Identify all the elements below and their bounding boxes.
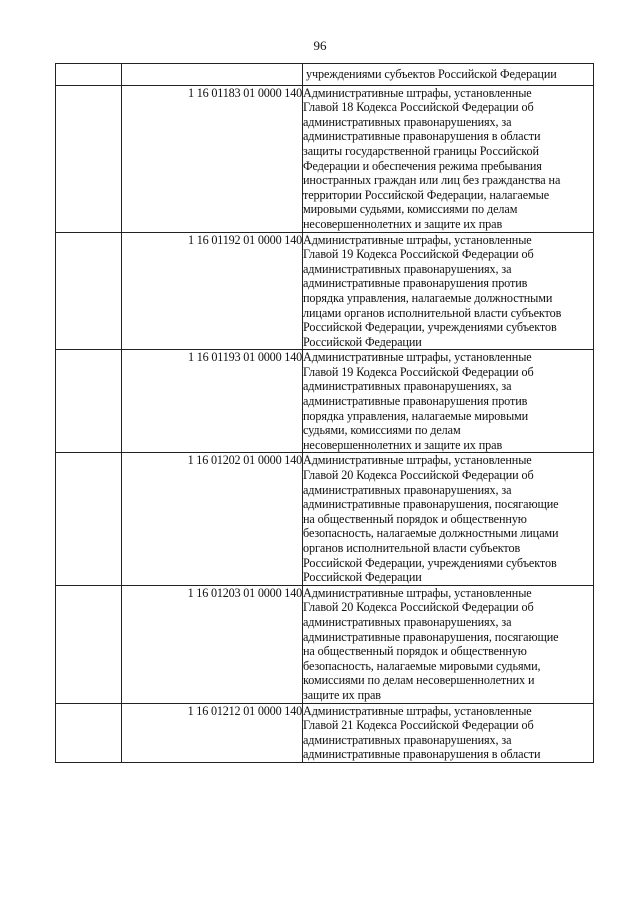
budget-codes-table	[55, 63, 594, 763]
description-cell: Административные штрафы, установленные Главой 18 Кодекса Российской Федерации об административных правонарушениях, за административные правонарушения в области защиты государственной границы Российской Федерации и обеспечения режима пребывания иностранных граждан или лиц без гражданства на территории Российской Федерации, налагаемые мировыми судьями, комиссиями по делам несовершеннолетних и защите их прав	[303, 85, 594, 232]
table-row	[56, 453, 594, 585]
empty-cell	[122, 64, 303, 86]
empty-cell	[56, 453, 122, 585]
description-cell: Административные штрафы, установленные Главой 21 Кодекса Российской Федерации об административных правонарушениях, за административные правонарушения в области	[303, 703, 594, 762]
table-row	[56, 585, 594, 703]
empty-cell	[56, 703, 122, 762]
code-cell: 1 16 01192 01 0000 140	[122, 232, 303, 350]
description-cell: Административные штрафы, установленные Главой 19 Кодекса Российской Федерации об административных правонарушениях, за административные правонарушения против порядка управления, налагаемые мировыми судьями, комиссиями по делам несовершеннолетних и защите их прав	[303, 350, 594, 453]
code-cell: 1 16 01212 01 0000 140	[122, 703, 303, 762]
table-row	[56, 85, 594, 232]
table-row	[56, 703, 594, 762]
empty-cell	[56, 585, 122, 703]
page-number: 96	[313, 38, 327, 53]
table-row	[56, 64, 594, 86]
code-cell: 1 16 01193 01 0000 140	[122, 350, 303, 453]
table-row	[56, 350, 594, 453]
empty-cell	[56, 85, 122, 232]
description-cell: учреждениями субъектов Российской Федерации	[303, 64, 594, 86]
description-cell: Административные штрафы, установленные Главой 20 Кодекса Российской Федерации об административных правонарушениях, за административные правонарушения, посягающие на общественный порядок и общественную безопасность, налагаемые должностными лицами органов исполнительной власти субъектов Российской Федерации, учреждениями субъектов Российской Федерации	[303, 453, 594, 585]
code-cell: 1 16 01183 01 0000 140	[122, 85, 303, 232]
empty-cell	[56, 232, 122, 350]
table-row	[56, 232, 594, 350]
description-cell: Административные штрафы, установленные Главой 20 Кодекса Российской Федерации об административных правонарушениях, за административные правонарушения, посягающие на общественный порядок и общественную безопасность, налагаемые мировыми судьями, комиссиями по делам несовершеннолетних и защите их прав	[303, 585, 594, 703]
description-cell: Административные штрафы, установленные Главой 19 Кодекса Российской Федерации об административных правонарушениях, за административные правонарушения против порядка управления, налагаемые должностными лицами органов исполнительной власти субъектов Российской Федерации, учреждениями субъектов Российской Федерации	[303, 232, 594, 350]
code-cell: 1 16 01203 01 0000 140	[122, 585, 303, 703]
code-cell: 1 16 01202 01 0000 140	[122, 453, 303, 585]
empty-cell	[56, 64, 122, 86]
empty-cell	[56, 350, 122, 453]
